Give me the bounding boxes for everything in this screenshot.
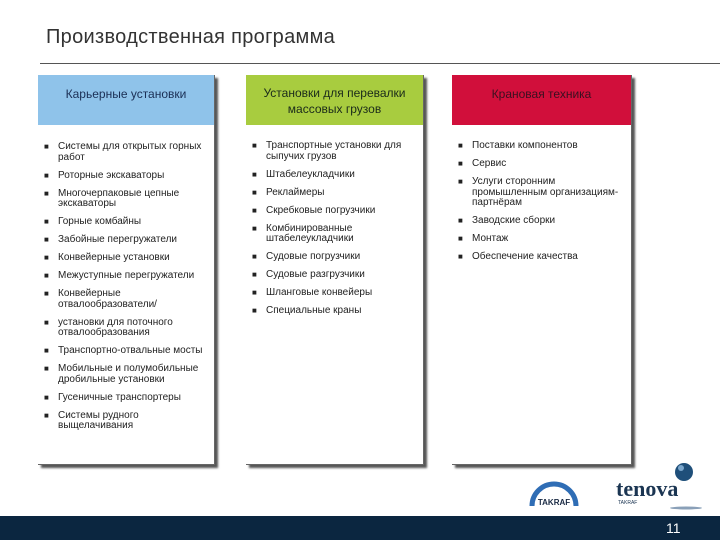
item-list xyxy=(38,125,214,432)
list-item-text: Мобильные и полумобильные дробильные установки xyxy=(58,363,199,385)
bullet-icon: ■ xyxy=(44,235,49,244)
list-item-text: Специальные краны xyxy=(266,305,362,316)
list-item-text: Судовые разгрузчики xyxy=(266,269,365,280)
item-list xyxy=(246,125,423,317)
bullet-icon: ■ xyxy=(252,187,257,197)
list-item xyxy=(252,306,417,317)
bullet-icon: ■ xyxy=(44,253,49,262)
list-item-text: Судовые погрузчики xyxy=(266,251,361,262)
panel-header: Карьерные установки xyxy=(38,75,214,125)
list-item xyxy=(252,252,417,263)
list-item-text: Транспортно-отвальные мосты xyxy=(58,345,203,356)
bullet-icon: ■ xyxy=(44,217,49,226)
list-item xyxy=(44,346,208,357)
list-item-text: Монтаж xyxy=(472,233,509,244)
list-item-text: Горные комбайны xyxy=(58,216,142,227)
svg-text:TAKRAF: TAKRAF xyxy=(618,500,638,506)
list-item xyxy=(458,252,625,263)
bullet-icon: ■ xyxy=(458,252,463,261)
bullet-icon: ■ xyxy=(252,141,257,150)
list-item-text: Забойные перегружатели xyxy=(58,234,177,245)
list-item xyxy=(252,224,417,245)
bullet-icon: ■ xyxy=(252,223,257,233)
list-item-text: Системы рудного выщелачивания xyxy=(58,409,139,431)
list-item-text: Конвейерные установки xyxy=(58,252,170,263)
panel-header: Установки для перевалки массовых грузов xyxy=(246,75,423,125)
bullet-icon: ■ xyxy=(44,142,49,151)
page-title: Производственная программа xyxy=(46,26,336,48)
panel-header: Крановая техника xyxy=(452,75,631,125)
bullet-icon: ■ xyxy=(458,159,463,168)
list-item xyxy=(44,411,208,432)
bullet-icon: ■ xyxy=(458,234,463,243)
list-item-text: Многочерпаковые цепные экскаваторы xyxy=(58,187,180,209)
bullet-icon: ■ xyxy=(44,346,49,355)
list-item xyxy=(44,253,208,264)
bullet-icon: ■ xyxy=(458,141,463,150)
bullet-icon: ■ xyxy=(44,271,49,280)
list-item xyxy=(44,271,208,282)
list-item-text: Шланговые конвейеры xyxy=(266,287,373,298)
footer-bar xyxy=(0,516,720,540)
list-item xyxy=(44,318,208,339)
bullet-icon: ■ xyxy=(252,169,257,179)
list-item xyxy=(458,177,625,209)
list-item xyxy=(458,141,625,152)
list-item-text: Реклаймеры xyxy=(266,186,325,198)
bullet-icon: ■ xyxy=(252,306,257,315)
list-item-text: Роторные экскаваторы xyxy=(58,169,165,181)
list-item xyxy=(44,142,208,163)
list-item xyxy=(252,270,417,281)
bullet-icon: ■ xyxy=(458,177,463,186)
list-item-text: Заводские сборки xyxy=(472,215,556,226)
list-item-text: Обеспечение качества xyxy=(472,251,578,262)
page-number: 11 xyxy=(666,520,681,536)
list-item xyxy=(252,288,417,299)
bullet-icon: ■ xyxy=(252,205,257,215)
list-item xyxy=(44,393,208,404)
panel-cranes xyxy=(452,75,632,465)
list-item xyxy=(44,235,208,246)
bullet-icon: ■ xyxy=(458,216,463,225)
list-item xyxy=(252,170,417,181)
tenova-logo xyxy=(616,460,706,510)
bullet-icon: ■ xyxy=(44,392,49,402)
list-item-text: Скребковые погрузчики xyxy=(266,204,376,216)
list-item xyxy=(44,171,208,182)
bullet-icon: ■ xyxy=(44,170,49,180)
list-item-text: Штабелеукладчики xyxy=(266,168,355,180)
list-item-text: Конвейерные отвалообразователи/ xyxy=(58,288,157,310)
title-divider xyxy=(40,63,720,64)
bullet-icon: ■ xyxy=(44,188,49,198)
list-item-text: Услуги сторонним промышленным организациям-партнёрам xyxy=(472,176,619,208)
bullet-icon: ■ xyxy=(44,364,49,373)
svg-text:tenova: tenova xyxy=(616,476,679,501)
list-item-text: установки для поточного отвалообразования xyxy=(58,316,173,338)
bullet-icon: ■ xyxy=(44,289,49,298)
takraf-logo xyxy=(528,480,580,508)
bullet-icon: ■ xyxy=(44,317,49,327)
list-item xyxy=(44,364,208,385)
list-item-text: Гусеничные транспортеры xyxy=(58,391,181,403)
list-item-text: Системы для открытых горных работ xyxy=(58,141,202,163)
list-item xyxy=(458,216,625,227)
list-item xyxy=(458,234,625,245)
list-item-text: Межуступные перегружатели xyxy=(58,270,195,281)
panel-mining xyxy=(38,75,215,465)
bullet-icon: ■ xyxy=(252,270,257,279)
list-item xyxy=(252,141,417,162)
list-item-text: Транспортные установки для сыпучих грузов xyxy=(266,140,402,162)
panel-bulk-handling xyxy=(246,75,424,465)
list-item xyxy=(252,188,417,199)
bullet-icon: ■ xyxy=(252,288,257,297)
bullet-icon: ■ xyxy=(44,410,49,420)
list-item xyxy=(458,159,625,170)
bullet-icon: ■ xyxy=(252,252,257,261)
svg-text:TAKRAF: TAKRAF xyxy=(537,498,571,507)
list-item xyxy=(44,189,208,210)
list-item-text: Сервис xyxy=(472,158,507,169)
list-item xyxy=(44,289,208,310)
list-item-text: Поставки компонентов xyxy=(472,140,578,151)
list-item-text: Комбинированные штабелеукладчики xyxy=(266,222,354,244)
list-item xyxy=(252,206,417,217)
item-list xyxy=(452,125,631,263)
list-item xyxy=(44,217,208,228)
